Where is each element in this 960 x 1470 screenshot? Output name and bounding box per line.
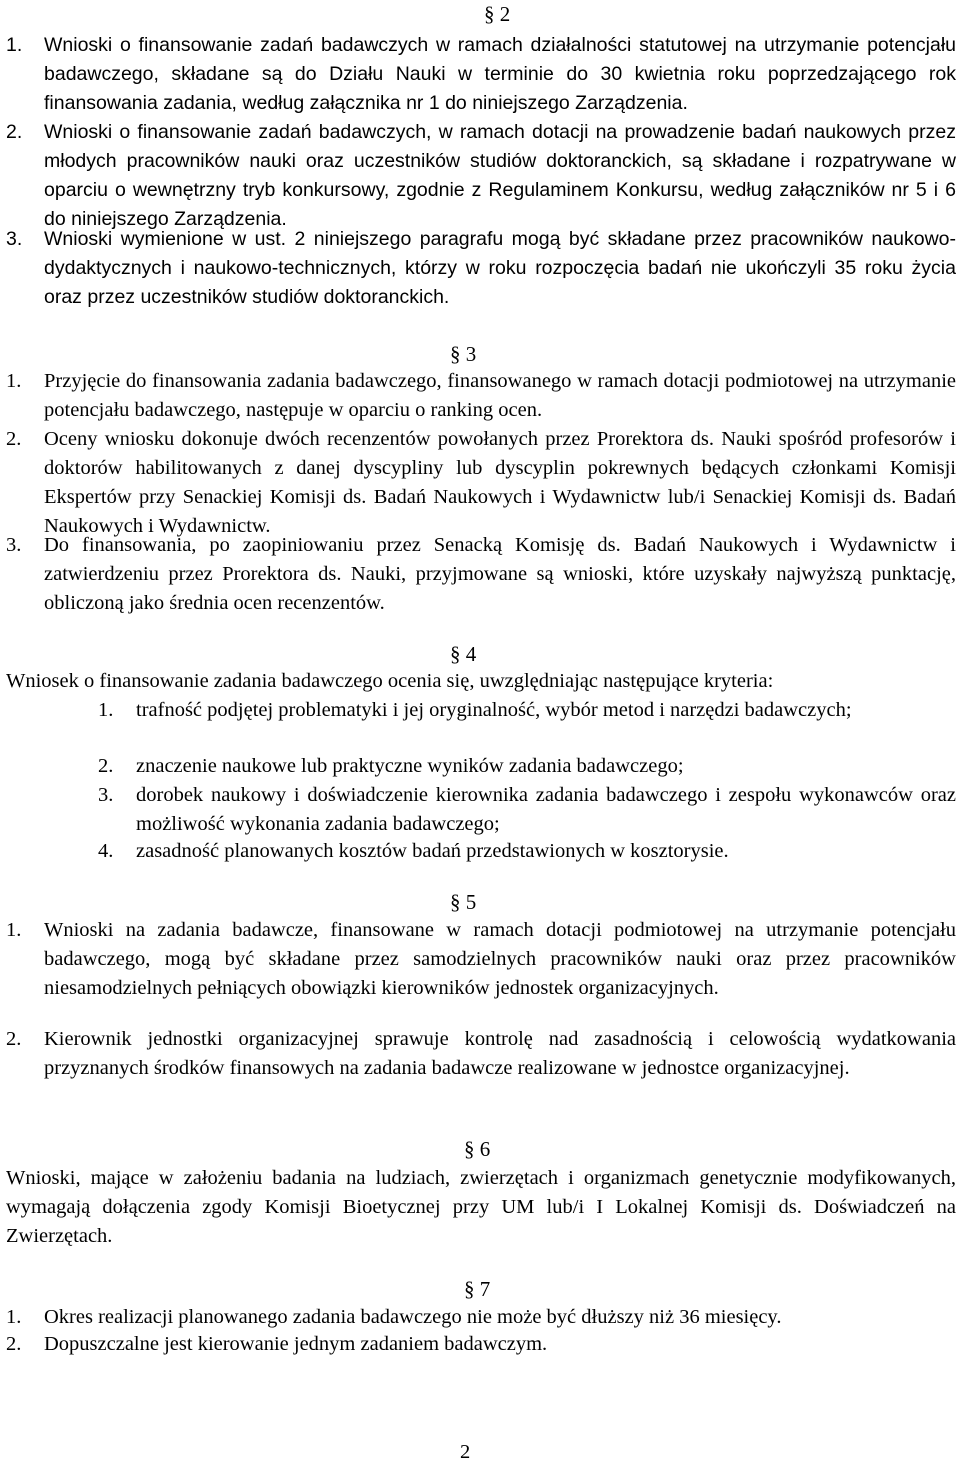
item-number: 1. xyxy=(6,370,22,392)
section-heading-2: § 2 xyxy=(484,2,511,26)
item-text: Wnioski o finansowanie zadań badawczych, w ramach dotacji na prowadzenie badań naukowych przez młodych pracowników nauki oraz uczestników studiów doktoranckich, są składane i rozpatrywane w oparciu o wewnętrzny tryb konkursowy, zgodnie z Regulaminem Konkursu, według załączników nr 5 i 6 do niniejszego Zarządzenia. xyxy=(44,121,956,230)
item-text: dorobek naukowy i doświadczenie kierownika zadania badawczego i zespołu wykonawców oraz możliwość wykonania zadania badawczego; xyxy=(136,784,956,835)
criterion-4 xyxy=(98,837,956,866)
item-text: Wnioski na zadania badawcze, finansowane w ramach dotacji podmiotowej na utrzymanie potencjału badawczego, mogą być składane przez samodzielnych pracowników nauki oraz przez pracowników niesamodzielnych pełniących obowiązki kierowników jednostek organizacyjnych. xyxy=(44,919,956,999)
item-text: Wnioski wymienione w ust. 2 niniejszego paragrafu mogą być składane przez pracowników naukowo-dydaktycznych i naukowo-technicznych, którzy w roku rozpoczęcia badań nie ukończyli 35 roku życia oraz przez uczestników studiów doktoranckich. xyxy=(44,228,956,308)
section-3-item-3 xyxy=(6,531,956,618)
item-text: zasadność planowanych kosztów badań przedstawionych w kosztorysie. xyxy=(136,840,729,862)
section-3-item-2 xyxy=(6,425,956,541)
section-heading-7: § 7 xyxy=(464,1277,491,1301)
criterion-1 xyxy=(98,696,956,725)
item-number: 2. xyxy=(6,1333,22,1355)
item-number: 1. xyxy=(6,919,22,941)
section-heading-3: § 3 xyxy=(450,342,477,366)
item-number: 3. xyxy=(98,784,114,806)
criterion-3 xyxy=(98,781,956,839)
section-2-item-3 xyxy=(6,225,956,312)
item-number: 1. xyxy=(6,34,23,56)
item-text: trafność podjętej problematyki i jej oryginalność, wybór metod i narzędzi badawczych; xyxy=(136,699,852,721)
section-4-intro: Wniosek o finansowanie zadania badawczego ocenia się, uwzględniając następujące kryteria: xyxy=(6,670,774,692)
item-text: Dopuszczalne jest kierowanie jednym zadaniem badawczym. xyxy=(44,1333,548,1355)
item-number: 2. xyxy=(6,121,23,143)
item-text: Przyjęcie do finansowania zadania badawczego, finansowanego w ramach dotacji podmiotowej na utrzymanie potencjału badawczego, następuje w oparciu o ranking ocen. xyxy=(44,370,956,421)
criterion-2 xyxy=(98,752,956,781)
item-number: 2. xyxy=(6,428,22,450)
item-text: znaczenie naukowe lub praktyczne wyników zadania badawczego; xyxy=(136,755,684,777)
section-heading-6: § 6 xyxy=(464,1137,491,1161)
item-text: Do finansowania, po zaopiniowaniu przez Senacką Komisję ds. Badań Naukowych i Wydawnictw i zatwierdzeniu przez Prorektora ds. Nauki, przyjmowane są wnioski, które uzyskały najwyższą punktację, obliczoną jako średnia ocen recenzentów. xyxy=(44,534,956,614)
section-7-item-1 xyxy=(6,1303,956,1332)
item-number: 2. xyxy=(6,1028,22,1050)
section-2-item-2 xyxy=(6,118,956,234)
section-6-text: Wnioski, mające w założeniu badania na ludziach, zwierzętach i organizmach genetycznie modyfikowanych, wymagają dołączenia zgody Komisji Bioetycznej przy UM lub/i I Lokalnej Komisji ds. Doświadczeń na Zwierzętach. xyxy=(6,1167,956,1247)
section-5-item-1 xyxy=(6,916,956,1003)
section-5-item-2 xyxy=(6,1025,956,1083)
section-7-item-2 xyxy=(6,1330,956,1359)
section-3-item-1 xyxy=(6,367,956,425)
item-text: Oceny wniosku dokonuje dwóch recenzentów powołanych przez Prorektora ds. Nauki spośród profesorów i doktorów habilitowanych z danej dyscypliny lub dyscyplin pokrewnych będących członkami Komisji Ekspertów przy Senackiej Komisji ds. Badań Naukowych i Wydawnictw lub/i Senackiej Komisji ds. Badań Naukowych i Wydawnictw. xyxy=(44,428,956,537)
item-text: Okres realizacji planowanego zadania badawczego nie może być dłuższy niż 36 miesięcy. xyxy=(44,1306,782,1328)
section-heading-5: § 5 xyxy=(450,890,477,914)
section-2-item-1 xyxy=(6,31,956,118)
item-number: 4. xyxy=(98,840,114,862)
item-number: 2. xyxy=(98,755,114,777)
item-text: Kierownik jednostki organizacyjnej sprawuje kontrolę nad zasadnością i celowością wydatkowania przyznanych środków finansowych na zadania badawcze realizowane w jednostce organizacyjnej. xyxy=(44,1028,956,1079)
item-number: 1. xyxy=(6,1306,22,1328)
item-number: 3. xyxy=(6,534,22,556)
item-number: 3. xyxy=(6,228,23,250)
item-number: 1. xyxy=(98,699,114,721)
item-text: Wnioski o finansowanie zadań badawczych w ramach działalności statutowej na utrzymanie potencjału badawczego, składane są do Działu Nauki w terminie do 30 kwietnia roku poprzedzającego rok finansowania zadania, według załącznika nr 1 do niniejszego Zarządzenia. xyxy=(44,34,956,114)
section-heading-4: § 4 xyxy=(450,642,477,666)
page-number: 2 xyxy=(460,1441,471,1463)
